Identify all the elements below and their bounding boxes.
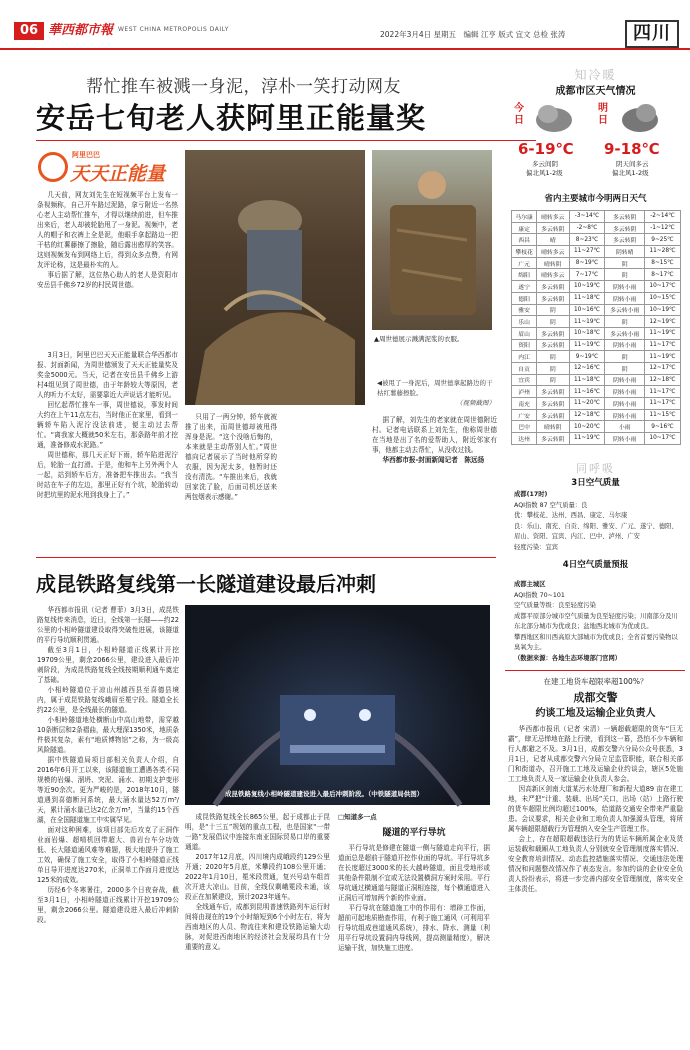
city-weather-cell: 阴 [537, 316, 569, 328]
city-weather-cell: -3~14℃ [569, 211, 605, 223]
photo-tunnel [185, 605, 490, 805]
city-weather-cell: 10~17℃ [644, 433, 680, 445]
air-line: 轻度污染：宜宾 [514, 543, 559, 551]
city-weather-cell: 多云转阴 [537, 339, 569, 351]
box-para: 平行导坑是修建在隧道一侧与隧道走向平行，据道面总是超前于隧道开挖作业面的导坑。平行导坑多在长度超过3000米的长大越岭隧道，面且受地形或其他条件限制不宜或无法设置横洞方案时采用。平行导坑通过横通道与隧道正洞相连接，每个横通道进入正洞后可增加两个新的作业面。 [338, 844, 490, 902]
city-weather-cell: 11~15℃ [644, 409, 680, 421]
city-weather-cell: 10~20℃ [569, 421, 605, 433]
city-weather-cell: 8~15℃ [644, 257, 680, 269]
city-weather-cell: 自贡 [512, 362, 537, 374]
forecast-block [514, 580, 679, 664]
city-weather-cell: 阴转小雨 [605, 292, 645, 304]
story3-body [508, 724, 683, 1044]
story1-para: 据了解，刘先生的老家就在周世德附近村。记者电话联系上刘先生，他称周世德在当地是出了名的爱帮助人，附近邻家有事，他都主动去帮忙，从没收过钱。 [372, 416, 497, 454]
tomorrow-temp: 9-18℃ [604, 140, 660, 158]
forecast-title: 4日空气质量预报 [562, 560, 629, 570]
city-weather-cell: 阴 [537, 362, 569, 374]
city-weather-row [512, 292, 681, 304]
city-weather-cell: 9~25℃ [644, 234, 680, 246]
city-weather-row [512, 386, 681, 398]
city-weather-cell: 多云转阴 [537, 292, 569, 304]
city-table-title: 省内主要城市今明两日天气 [544, 194, 647, 204]
story1-byline: 华西都市报-封面新闻记者 陈远扬 [382, 456, 485, 464]
caption-mid [377, 378, 495, 408]
issue-info: 2022年3月4日 星期五 编辑 江亨 版式 宜文 总检 张涛 [380, 30, 566, 39]
page-header [0, 0, 690, 50]
city-weather-cell: 内江 [512, 351, 537, 363]
box-text [338, 843, 490, 953]
city-weather-cell: 阴转小雨 [605, 398, 645, 410]
air-line: 成都(17时) [514, 491, 548, 498]
badge-subtitle: 阿里巴巴 [72, 151, 100, 159]
city-weather-cell: 10~15℃ [644, 292, 680, 304]
forecast-line: （数据来源：各地生态环境部门官网） [514, 654, 622, 662]
city-weather-cell: -2~8℃ [569, 222, 605, 234]
story1-col2 [185, 412, 277, 502]
city-weather-cell: 小雨 [605, 421, 645, 433]
story1-para: 3月3日，阿里巴巴天天正能量联合华西都市报、封面新闻，为周世德颁发了天天正能量奖及奖金5000元。当天，记者在安岳县千佛乡上游村4组见到了周世德，由于年龄较大等原因，老人的听力不太好，需要靠近大声说话才能听见。 [37, 351, 178, 399]
city-weather-cell: 晴转阴 [537, 257, 569, 269]
city-weather-row [512, 398, 681, 410]
city-weather-cell: 11~28℃ [644, 246, 680, 258]
city-weather-cell: 雅安 [512, 304, 537, 316]
forecast-line: 攀西地区和川西高原大部城市为优或良；全省首要污染物以臭氧为主。 [514, 633, 678, 651]
story2-para: 成昆铁路复线全长865公里，起于成都止于昆明，是“十三五”规划的重点工程，也是国家“一带一路”发展倡议中连接东南亚国际贸易口岸的重要通道。 [185, 813, 330, 851]
city-weather-cell: 10~17℃ [644, 281, 680, 293]
today-wind: 偏北风1-2级 [526, 169, 563, 177]
tomorrow-wind: 偏北风1-2级 [612, 169, 649, 177]
forecast-line: 成都主城区 [514, 581, 546, 588]
city-weather-cell: 11~17℃ [644, 339, 680, 351]
city-weather-cell: 西昌 [512, 234, 537, 246]
story1-para: 几天前，网友刘先生在短视频平台上发布一条视频称，自己开车路过泥路，拿亏附近一名热心老人主动帮忙推车，才得以继续前进，但车推出来后，老人却被轮胎甩了一身泥。视频中，老人的帽子和衣裤上全是泥，他眼手拿起路边一把干枯的红薯藤擦了擦脸，随后露出憨厚的笑容。这则视频发布到网络上后，得到众多点赞，有网友评论称，这是最朴实的人。 [37, 191, 178, 269]
city-weather-cell: 遂宁 [512, 281, 537, 293]
weather-deco: 知冷暖 [574, 68, 617, 82]
city-weather-cell: 阴转小雨 [605, 374, 645, 386]
city-weather-cell: 10~19℃ [569, 281, 605, 293]
tomorrow-desc: 阴天间多云 [616, 160, 649, 168]
caption-mid-source: （视频截图） [456, 399, 495, 407]
city-weather-cell: 9~19℃ [569, 351, 605, 363]
city-weather-cell: 广安 [512, 409, 537, 421]
story1-para: 只用了一两分钟，轿车就被推了出来，而周世德却被甩得浑身是泥。“这个没啥后悔的，本来就是主动帮别人忙。”周世德向记者展示了当时他所穿的衣服，因为泥太多，他暂时还没有清洗。“车推出来后，我就回家洗了脸，后面司机还送来两包烟表示感谢。” [185, 413, 277, 501]
city-weather-cell: 12~17℃ [644, 362, 680, 374]
city-weather-cell: 多云转阴 [537, 281, 569, 293]
city-weather-cell: 7~17℃ [569, 269, 605, 281]
city-weather-cell: 晴转阴 [537, 421, 569, 433]
city-weather-cell: 阴转小雨 [605, 339, 645, 351]
caption-mid-text: ◀被甩了一身泥后，周世德拿起路边的干枯红薯藤擦脸。 [377, 379, 493, 397]
city-weather-cell: 多云转阴 [605, 211, 645, 223]
today-label: 今日 [514, 103, 524, 126]
city-weather-cell: -2~14℃ [644, 211, 680, 223]
photo-muddy-clothes [372, 150, 492, 330]
photo-art [185, 150, 365, 405]
city-weather-cell: 眉山 [512, 327, 537, 339]
weather-title: 成都市区天气情况 [555, 86, 636, 97]
story2-para: 历经6个冬寒暑往，2000多个日夜奋战，截至3月1日，小相岭隧道正线累计开挖19709公里，剩余2066公里。隧道建设进入最后冲刺阶段。 [37, 886, 179, 924]
photo-art [372, 150, 492, 330]
city-weather-cell: 11~20℃ [569, 398, 605, 410]
city-weather-cell: 10~19℃ [644, 304, 680, 316]
city-weather-cell: 11~17℃ [644, 398, 680, 410]
city-weather-cell: 11~19℃ [644, 351, 680, 363]
today-temp: 6-19℃ [518, 140, 574, 158]
story2-para: 2017年12月底，四川境内成峨段约129公里开通；2020年5月底，米攀段约108公里开通；2022年1月10日，冕米段贯通，复兴号动车组首次开进大凉山。目前，全线仅剩峨冕段未通，该段正在加紧建设，预计2023年通车。 [185, 853, 330, 901]
air-deco: 同呼吸 [576, 462, 615, 475]
weather-sidebar [508, 58, 683, 678]
box-kicker: □知道多一点 [338, 813, 377, 821]
story3-kicker: 在建工地货车超限率超100%？ [543, 677, 648, 686]
city-weather-cell: 康定 [512, 222, 537, 234]
city-weather-cell: 9~16℃ [644, 421, 680, 433]
city-weather-cell: 阴 [537, 351, 569, 363]
city-weather-cell: 11~17℃ [644, 386, 680, 398]
city-weather-cell: 阴转晴 [605, 246, 645, 258]
air-line: 良：乐山、南充、自贡、绵阳、雅安、广元、遂宁、德阳、眉山、资阳、宜宾、内江、巴中、泸州、广安 [514, 522, 678, 540]
forecast-line: AQI指数 70~101 [514, 591, 565, 599]
air-title: 3日空气质量 [571, 478, 620, 488]
city-weather-row [512, 362, 681, 374]
city-weather-cell: 多云转阴 [537, 327, 569, 339]
box-title: 隧道的平行导坑 [382, 828, 446, 838]
city-weather-cell: 阴 [537, 374, 569, 386]
story1-col1b [37, 350, 178, 499]
city-weather-row [512, 269, 681, 281]
story2-para: 截至3月1日，小相岭隧道正线累计开挖19709公里，剩余2066公里，建设进入最后冲刺阶段，为成昆铁路复线全线按期顺利通车奠定了基础。 [37, 646, 179, 684]
newspaper-logo: 華西都市報 [48, 23, 114, 38]
city-weather-cell: 11~19℃ [644, 327, 680, 339]
cloud-icon [620, 98, 660, 136]
city-weather-cell: 11~19℃ [569, 316, 605, 328]
city-weather-cell: 10~16℃ [569, 304, 605, 316]
city-weather-cell: 绵阳 [512, 269, 537, 281]
city-weather-cell: 宜宾 [512, 374, 537, 386]
story2-para: 小相岭隧道位于凉山州越西县至喜德县境内，属于成昆铁路复线峨眉至冕宁段。隧道全长约22公里，是全线最长的隧道。 [37, 686, 179, 714]
cloud-icon [534, 98, 574, 136]
city-weather-cell: 资阳 [512, 339, 537, 351]
city-weather-row [512, 374, 681, 386]
air-line: AQI指数 87 空气质量：良 [514, 501, 588, 509]
city-weather-row [512, 222, 681, 234]
story2-headline: 成昆铁路复线第一长隧道建设最后冲刺 [36, 572, 376, 596]
story2-para: 据中铁隧道局项目部相关负责人介绍，自2016年6月开工以来，该隧道施工遭遇各类不同规模的岩爆、溜坍、突泥、涌水、初期支护变形等近90余次。更为严峻的是，2018年10月，隧道遇到喜德断河系统，最大涌水量达52万m³/天，累计涌水量已达2亿余万m³，当量约15个西湖，在全国隧道施工中实属罕见。 [37, 756, 179, 824]
divider [36, 140, 536, 141]
badge-logo-icon [38, 152, 68, 182]
city-weather-cell: 晴 [537, 234, 569, 246]
city-weather-cell: 阴 [605, 269, 645, 281]
story1-headline: 安岳七旬老人获阿里正能量奖 [36, 101, 427, 135]
today-desc: 多云间阴 [532, 160, 558, 168]
city-weather-cell: 多云转阴 [537, 409, 569, 421]
city-weather-cell: 达州 [512, 433, 537, 445]
story2-col2 [185, 812, 330, 1042]
city-weather-cell: 马尔康 [512, 211, 537, 223]
story2-para: 小相岭隧道地处横断山中高山地带，需穿越10条断层和2条褶曲，最大埋深1350米，地质条件极其复杂，素有“地质博物馆”之称，为一级高风险隧道。 [37, 716, 179, 754]
city-weather-cell: 多云转阴 [537, 222, 569, 234]
city-weather-cell: 8~17℃ [644, 269, 680, 281]
city-weather-cell: 阴 [605, 351, 645, 363]
city-weather-cell: 阴 [537, 304, 569, 316]
city-weather-cell: 多云转小雨 [605, 327, 645, 339]
newspaper-logo-en: WEST CHINA METROPOLIS DAILY [118, 26, 229, 33]
city-weather-row [512, 211, 681, 223]
photo-old-man-wiping-face [185, 150, 365, 405]
city-weather-row [512, 339, 681, 351]
city-weather-cell: 阴 [605, 362, 645, 374]
city-weather-row [512, 246, 681, 258]
city-weather-cell: 多云转阴 [537, 433, 569, 445]
city-weather-cell: 德阳 [512, 292, 537, 304]
city-weather-cell: 11~18℃ [569, 292, 605, 304]
section-label: 四川 [625, 20, 679, 48]
air-quality-block [514, 490, 679, 553]
city-weather-cell: 多云转阴 [605, 234, 645, 246]
city-weather-cell: 12~18℃ [569, 409, 605, 421]
city-weather-cell: 12~18℃ [644, 374, 680, 386]
city-weather-row [512, 234, 681, 246]
tunnel-caption: 成昆铁路复线小相岭隧道建设进入最后冲刺阶段。（中铁隧道局供图） [225, 790, 424, 798]
city-weather-row [512, 316, 681, 328]
city-weather-cell: 晴转多云 [537, 269, 569, 281]
city-weather-cell: 攀枝花 [512, 246, 537, 258]
city-weather-cell: 11~19℃ [569, 433, 605, 445]
city-weather-cell: 8~23℃ [569, 234, 605, 246]
story3-para: 华西都市报讯（记者 宋清）一辆超载超限的货车“巨无霸”，肆无忌惮地在路上行驶，看到这一幕，恐怕不少车辆和行人都避之不及。3月1日，成都交警六分局公众号获悉，3月1日，记者从成都交警六分局立足监管职能，联合相关部门和街道办，召开施工工地及运输企业约谈会，辖区5处施工工地负责人及一家运输企业负责人参会。 [508, 725, 683, 783]
story1-col4 [372, 415, 497, 465]
city-weather-row [512, 351, 681, 363]
story1-para: 周世德称，那几天正好下雨，轿车陷进泥泞后，轮胎一直打滑。于是，他和车上另外两个人一起，站到轿车后方，准备把车推出去。“我当时站在车子的左边，那里正好有个坑，轮胎转动时把坑里的泥水甩到我身上了。” [37, 451, 178, 499]
city-weather-cell: 多云转阴 [537, 398, 569, 410]
city-weather-cell: 多云转小雨 [605, 304, 645, 316]
city-weather-cell: 12~19℃ [644, 316, 680, 328]
box-para: 平行导坑在隧道施工中的作用有：增辟工作面，超前可起地质勘查作用，有利于施工通风（可利用平行导坑组成巷道通风系统），排水、降水、测量（利用平行导坑设置洞内导线网，提高测量精度），解决运输干扰，加快施工进度。 [338, 904, 490, 952]
story3-headline-2: 约谈工地及运输企业负责人 [535, 708, 656, 719]
city-weather-cell: 阴 [605, 316, 645, 328]
city-weather-row [512, 421, 681, 433]
city-weather-cell: 11~18℃ [569, 374, 605, 386]
caption-right: ▲周世德展示溅满泥浆的衣服。 [374, 335, 464, 343]
story3-para: 会上，存在超限超载违法行为的货运车辆所属企业及货运装载和载厢从工地负责人分别就安全管理制度落实情况、安全教育培训情况、动态监控措施落实情况、交通违法处理情况和问题整改情况作了表态发言。参加约谈的企业安全负责人纷纷表示，将进一步完善内部安全管理制度，落实安全主体责任。 [508, 835, 683, 893]
city-weather-cell: 12~16℃ [569, 362, 605, 374]
city-weather-cell: 晴转多云 [537, 246, 569, 258]
city-weather-cell: 乐山 [512, 316, 537, 328]
city-weather-cell: 南充 [512, 398, 537, 410]
story1-para: 事后据了解，这位热心助人的老人是资阳市安岳县千佛乡72岁的村民周世德。 [37, 271, 178, 289]
story2-para: 全线通车后，成都到昆明普速铁路列车运行时间将由现在的19个小时缩短到6个小时左右，将为西南地区的人员、物流往来和建设铁路运输大动脉，对促进西南地区的经济社会发展均具有十分重要的意义。 [185, 903, 330, 951]
city-weather-cell: 阴 [605, 257, 645, 269]
city-weather-row [512, 257, 681, 269]
story3-para: 因高新区剑南大道某污水处理厂和新程大道89 亩在建工地，未严把“计重、装载、出场”关口，出场（站）上路行驶的货车超限比例均超过100%，给道路交通安全带来严重隐患。会议要求，相关企业和工地负责人加强源头管理，将所属车辆超限超载行为管理纳入安全生产管理工作。 [508, 785, 683, 833]
city-weather-row [512, 327, 681, 339]
city-weather-cell: 阴转小雨 [605, 281, 645, 293]
city-weather-cell: 阴转小雨 [605, 386, 645, 398]
city-weather-cell: 晴转多云 [537, 211, 569, 223]
city-weather-row [512, 409, 681, 421]
story2-col1 [37, 605, 179, 1045]
city-weather-row [512, 304, 681, 316]
city-weather-cell: 阴转小雨 [605, 409, 645, 421]
city-weather-cell: 广元 [512, 257, 537, 269]
story2-para: 华西都市报讯（记者 曹菲）3月3日，成昆铁路复线传来消息，近日，全线第一长隧——约22公里的小相岭隧道建设取得突破性进展，该隧道的平行导坑顺利贯通。 [37, 606, 179, 644]
city-weather-cell: 11~16℃ [569, 386, 605, 398]
story1-para: 回忆起帮忙推车一事，周世德说，事发时间大约在上午11点左右，当时他正在家里，看到一辆轿车陷入泥泞没法前进，便主动过去帮忙。“离我家大概就50米左右，那条路年前才挖通，准备修成水泥路。” [37, 401, 178, 449]
city-weather-cell: 11~27℃ [569, 246, 605, 258]
city-weather-cell: 10~18℃ [569, 327, 605, 339]
photo-art [185, 605, 490, 805]
badge-title: 天天正能量 [70, 163, 166, 185]
divider [505, 670, 685, 671]
story1-kicker: 帮忙推车被溅一身泥，淳朴一笑打动网友 [86, 77, 401, 97]
story1-col1 [37, 190, 178, 290]
divider [36, 557, 496, 558]
story3-headline: 成都交警 [573, 691, 618, 704]
city-weather-cell: 巴中 [512, 421, 537, 433]
know-more-box [338, 812, 490, 1042]
city-weather-row [512, 433, 681, 445]
forecast-line: 成都平原部分城市空气质量为良至轻度污染；川南部分及川东北部分城市为优或良；盆地西北城市为优或良。 [514, 612, 678, 630]
forecast-line: 空气质量等级：良至轻度污染 [514, 602, 596, 609]
city-weather-table [511, 210, 681, 445]
page-number: 06 [14, 22, 44, 40]
city-weather-cell: 8~19℃ [569, 257, 605, 269]
air-line: 优：攀枝花、达州、西昌、康定、马尔康 [514, 512, 628, 519]
city-weather-cell: 多云转阴 [537, 386, 569, 398]
city-weather-cell: 多云转阴 [605, 222, 645, 234]
tomorrow-label: 明日 [598, 103, 608, 126]
city-weather-row [512, 281, 681, 293]
city-weather-cell: 11~19℃ [569, 339, 605, 351]
city-weather-cell: 泸州 [512, 386, 537, 398]
story2-para: 面对这种困难，该项目部先后攻克了正洞作业面岩爆、超啃机回带超大、兽岩台车分功效低、长大隧道通风难等难题，极大地提升了施工工效，确保了施工安全，取得了小相岭隧道正线单日导开进度达270米，正洞单工作面月进度达125米的成效。 [37, 826, 179, 884]
city-weather-cell: 阴转小雨 [605, 433, 645, 445]
positive-energy-badge [38, 150, 178, 186]
city-weather-cell: -1~12℃ [644, 222, 680, 234]
